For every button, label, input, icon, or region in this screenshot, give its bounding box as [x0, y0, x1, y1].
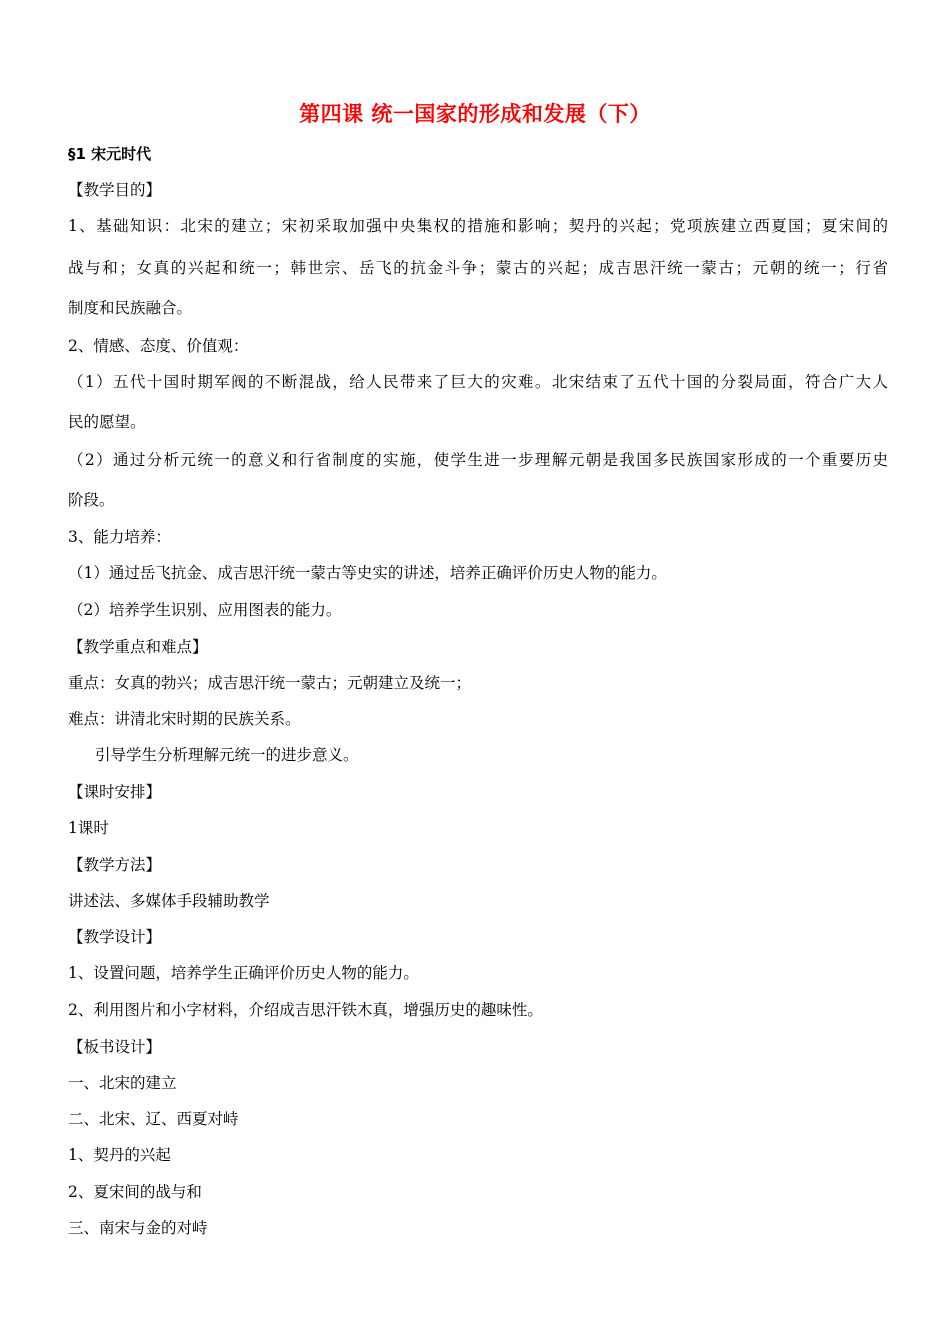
paragraph-line: （1）通过岳飞抗金、成吉思汗统一蒙古等史实的讲述，培养正确评价历史人物的能力。: [68, 564, 667, 582]
outline-item: 二、北宋、辽、西夏对峙: [68, 1110, 239, 1128]
heading-design: 【教学设计】: [68, 928, 162, 946]
paragraph-line: 阶段。: [68, 491, 115, 509]
heading-key-points: 【教学重点和难点】: [68, 638, 208, 656]
paragraph-line: （1）五代十国时期军阀的不断混战，给人民带来了巨大的灾难。北宋结束了五代十国的分裂局面，符合广大人: [68, 373, 888, 391]
outline-item: 三、南宋与金的对峙: [68, 1219, 208, 1237]
page-title: 第四课 统一国家的形成和发展（下）: [299, 102, 651, 126]
paragraph-line: 3、能力培养：: [68, 528, 171, 546]
section-heading: §1 宋元时代: [68, 145, 152, 163]
paragraph-line: 1、基础知识：北宋的建立；宋初采取加强中央集权的措施和影响；契丹的兴起；党项族建立西夏国；夏宋间的: [68, 217, 888, 235]
paragraph-line: 难点：讲清北宋时期的民族关系。: [68, 710, 301, 728]
paragraph-line: 2、利用图片和小字材料，介绍成吉思汗铁木真，增强历史的趣味性。: [68, 1001, 543, 1019]
paragraph-line: 1课时: [68, 819, 109, 837]
paragraph-line: 制度和民族融合。: [68, 299, 193, 317]
paragraph-line: 战与和；女真的兴起和统一；韩世宗、岳飞的抗金斗争；蒙古的兴起；成吉思汗统一蒙古；元朝的统一；行省: [68, 259, 888, 277]
paragraph-line: （2）培养学生识别、应用图表的能力。: [68, 601, 342, 619]
heading-methods: 【教学方法】: [68, 856, 162, 874]
paragraph-line: 2、情感、态度、价值观：: [68, 337, 249, 355]
outline-item: 1、契丹的兴起: [68, 1146, 171, 1164]
paragraph-line: 重点：女真的勃兴；成吉思汗统一蒙古；元朝建立及统一；: [68, 674, 472, 692]
outline-item: 2、夏宋间的战与和: [68, 1183, 202, 1201]
paragraph-line: 引导学生分析理解元统一的进步意义。: [95, 746, 359, 764]
outline-item: 一、北宋的建立: [68, 1074, 177, 1092]
paragraph-line: 讲述法、多媒体手段辅助教学: [68, 892, 270, 910]
paragraph-line: （2）通过分析元统一的意义和行省制度的实施，使学生进一步理解元朝是我国多民族国家形成的一个重要历史: [68, 451, 888, 469]
heading-schedule: 【课时安排】: [68, 783, 162, 801]
paragraph-line: 1、设置问题，培养学生正确评价历史人物的能力。: [68, 964, 419, 982]
heading-board-design: 【板书设计】: [68, 1038, 162, 1056]
heading-teaching-goals: 【教学目的】: [68, 181, 162, 199]
paragraph-line: 民的愿望。: [68, 413, 146, 431]
